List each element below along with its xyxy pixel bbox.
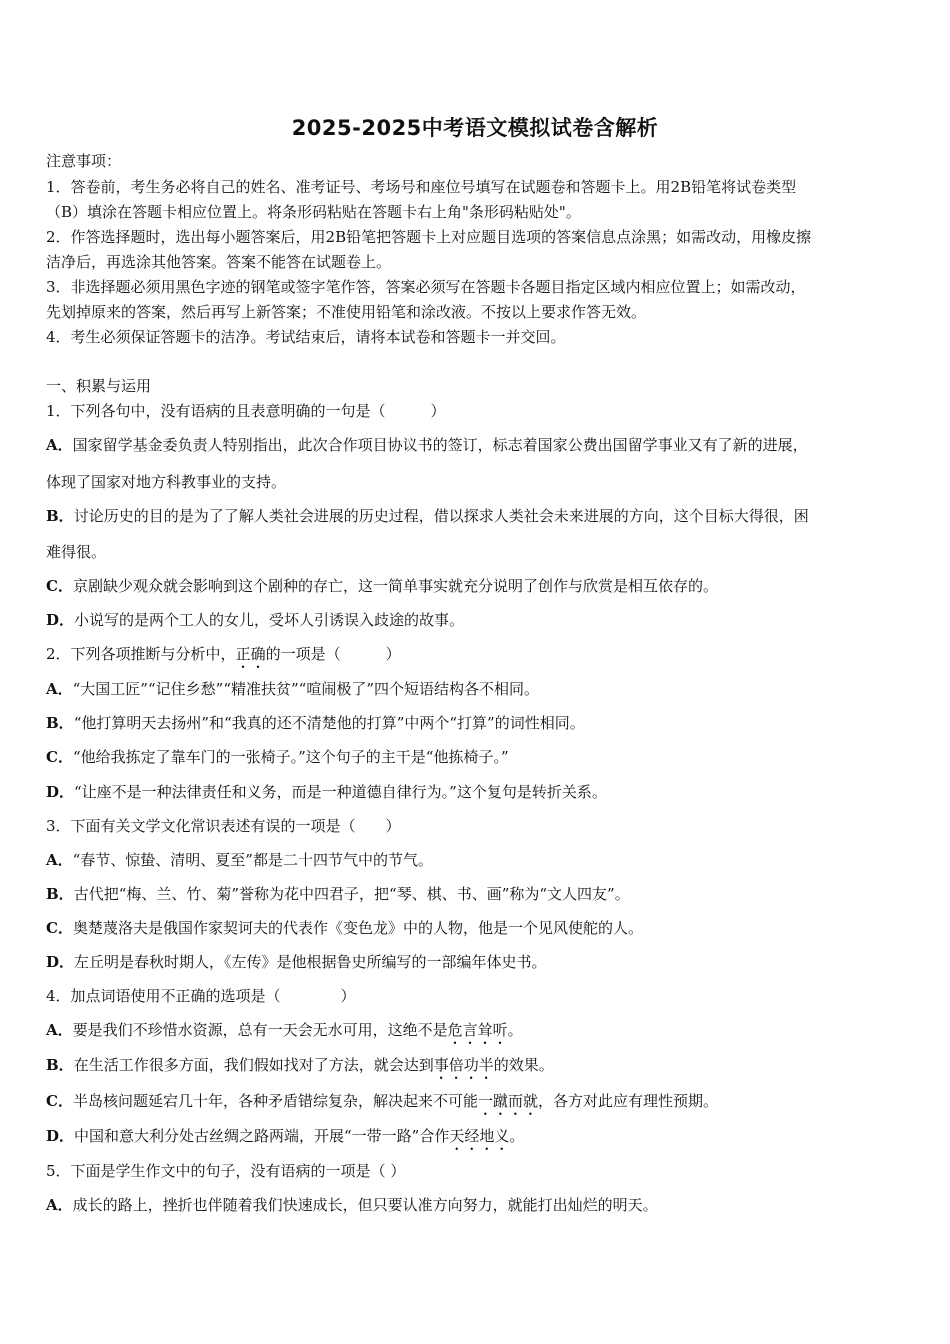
notice-line: 1．答卷前，考生务必将自己的姓名、准考证号、考场号和座位号填写在试题卷和答题卡上。用2B铅笔将试卷类型 [46,178,797,196]
option-text: “他打算明天去扬州”和“我真的还不清楚他的打算”中两个“打算”的词性相同。 [73,714,585,732]
q1-option-c [46,576,718,596]
notice-line: 洁净后，再选涂其他答案。答案不能答在试题卷上。 [46,253,392,271]
page-title: 2025-2025中考语文模拟试卷含解析 [291,116,659,140]
notice-line: 先划掉原来的答案，然后再写上新答案；不准使用铅笔和涂改液。不按以上要求作答无效。 [46,303,647,321]
option-label: A． [46,436,73,454]
question-3-stem [46,816,401,836]
question-number: 2． [46,645,71,663]
option-label: D． [46,1127,75,1145]
question-1-stem [46,401,446,421]
option-text: “大国工匠”“记住乡愁”“精准扶贫”“喧闹极了”四个短语结构各不相同。 [72,680,539,698]
option-text: 的效果。 [493,1056,554,1074]
option-label: A． [46,1021,73,1039]
option-text: 京剧缺少观众就会影响到这个剧种的存亡，这一简单事实就充分说明了创作与欣赏是相互依存的。 [72,577,718,595]
option-text: 。 [509,1127,525,1145]
emphasized-word: 正确 [235,645,266,663]
option-label: A． [46,851,73,869]
question-5-stem [46,1161,405,1181]
question-number: 5． [46,1162,71,1180]
notice-line: 2．作答选择题时，选出每小题答案后，用2B铅笔把答题卡上对应题目选项的答案信息点涂黑；如需改动，用橡皮擦 [46,228,812,246]
notice-line: 3．非选择题必须用黑色字迹的钢笔或签字笔作答，答案必须写在答题卡各题目指定区域内相应位置上；如需改动， [46,278,806,296]
q2-option-c [46,747,509,767]
q3-option-d [46,952,547,972]
q4-option-a [46,1020,523,1048]
q2-option-d [46,782,607,802]
option-label: C． [46,919,73,937]
q3-option-c [46,918,643,938]
option-text: 。 [507,1021,523,1039]
notice-line: 4．考生必须保证答题卡的洁净。考试结束后，请将本试卷和答题卡一并交回。 [46,328,566,346]
question-text: 下面是学生作文中的句子，没有语病的一项是（ ） [70,1162,406,1180]
option-text: 要是我们不珍惜水资源，总有一天会无水可用，这绝不是 [72,1021,448,1039]
option-label: B． [46,714,74,732]
section-heading: 一、积累与运用 [46,377,152,395]
q4-option-c [46,1091,718,1119]
emphasized-word: 一蹴而就 [477,1092,538,1110]
emphasized-word: 事倍功半 [433,1056,494,1074]
q4-option-b [46,1055,554,1083]
option-label: C． [46,577,73,595]
question-number: 4． [46,987,71,1005]
question-text: 下面有关文学文化常识表述有误的一项是（ ） [70,817,401,835]
option-text: 中国和意大利分处古丝绸之路两端，开展“一带一路”合作 [74,1127,450,1145]
option-text: 左丘明是春秋时期人，《左传》是他根据鲁史所编写的一部编年体史书。 [74,953,547,971]
question-number: 3． [46,817,71,835]
question-text: 下列各句中，没有语病的且表意明确的一句是（ ） [70,402,446,420]
option-label: A． [46,1196,73,1214]
option-text: 小说写的是两个工人的女儿，受坏人引诱误入歧途的故事。 [74,611,465,629]
question-text: 下列各项推断与分析中， [70,645,236,663]
option-label: A． [46,680,73,698]
option-text: “春节、惊蛰、清明、夏至”都是二十四节气中的节气。 [72,851,433,869]
notice-heading: 注意事项： [46,152,122,170]
option-text: 奥楚蔑洛夫是俄国作家契诃夫的代表作《变色龙》中的人物，他是一个见风使舵的人。 [72,919,643,937]
option-text: “让座不是一种法律责任和义务，而是一种道德自律行为。”这个复句是转折关系。 [74,783,607,801]
notice-line: （B）填涂在答题卡相应位置上。将条形码粘贴在答题卡右上角"条形码粘贴处"。 [46,203,581,221]
question-number: 1． [46,402,71,420]
emphasized-word: 天经地义 [449,1127,510,1145]
q1-option-a [46,435,808,455]
q3-option-a [46,850,433,870]
option-label: B． [46,1056,74,1074]
option-label: D． [46,611,75,629]
q1-option-b-cont: 难得很。 [46,543,107,561]
question-2-stem [46,644,401,672]
q2-option-a [46,679,539,699]
option-text: “他给我拣定了靠车门的一张椅子。”这个句子的主干是“他拣椅子。” [72,748,509,766]
option-label: B． [46,507,74,525]
option-text: 半岛核问题延宕几十年，各种矛盾错综复杂，解决起来不可能 [72,1092,478,1110]
option-label: B． [46,885,74,903]
option-label: D． [46,783,75,801]
q2-option-b [46,713,585,733]
q1-option-d [46,610,464,630]
question-4-stem [46,986,356,1006]
q1-option-b [46,506,809,526]
q4-option-d [46,1126,524,1154]
question-text: 加点词语使用不正确的选项是（ ） [70,987,356,1005]
option-label: C． [46,748,73,766]
option-label: D． [46,953,75,971]
option-text: 国家留学基金委负责人特别指出，此次合作项目协议书的签订，标志着国家公费出国留学事业又有了新的进展， [72,436,808,454]
option-label: C． [46,1092,73,1110]
option-text: 在生活工作很多方面，我们假如找对了方法，就会达到 [73,1056,434,1074]
option-text: ，各方对此应有理性预期。 [537,1092,718,1110]
emphasized-word: 危言耸听 [447,1021,508,1039]
option-text: 讨论历史的目的是为了了解人类社会进展的历史过程，借以探求人类社会未来进展的方向，这个目标大得很，困 [73,507,809,525]
question-text: 的一项是（ ） [265,645,401,663]
option-text: 古代把“梅、兰、竹、菊”誉称为花中四君子，把“琴、棋、书、画”称为“文人四友”。 [73,885,630,903]
option-text: 成长的路上，挫折也伴随着我们快速成长，但只要认准方向努力，就能打出灿烂的明天。 [72,1196,658,1214]
q3-option-b [46,884,630,904]
q5-option-a [46,1195,658,1215]
q1-option-a-cont: 体现了国家对地方科教事业的支持。 [46,473,287,491]
